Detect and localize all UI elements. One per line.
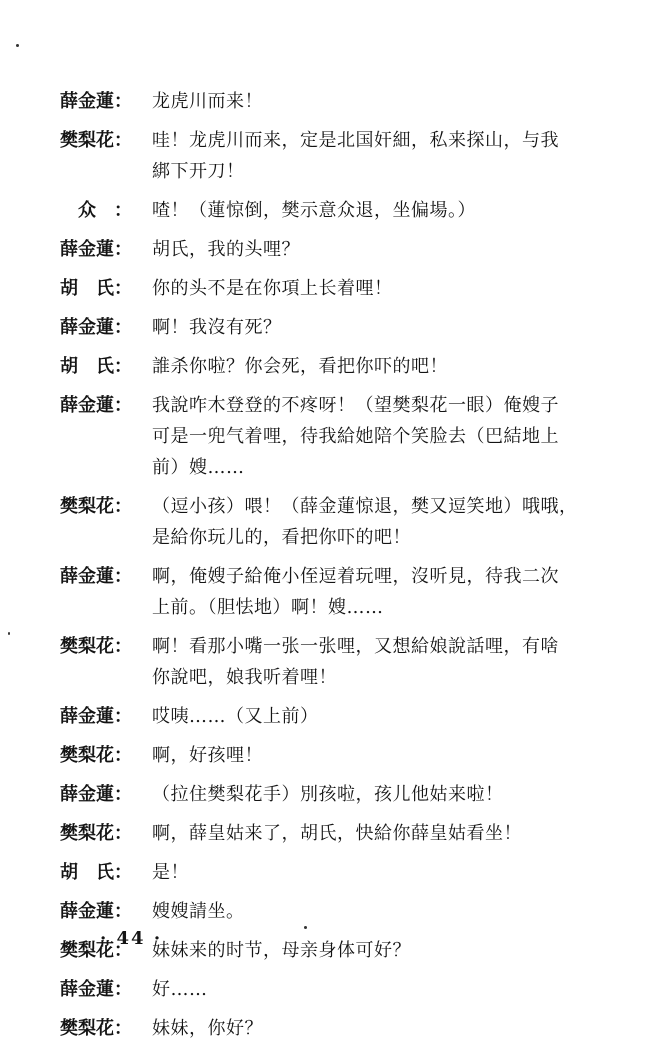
dialogue-entry xyxy=(60,491,640,553)
speaker-name: 薛金蓮： xyxy=(60,901,132,922)
page-number: · 44 · xyxy=(100,928,163,949)
dialogue-entry xyxy=(60,125,640,187)
dialogue-block xyxy=(60,86,640,1052)
speech-text: 啊，俺嫂子給俺小侄逗着玩哩，沒听見，待我二次 上前。（胆怯地）啊！嫂…… xyxy=(152,566,559,618)
speech-text: 你的头不是在你項上长着哩！ xyxy=(152,278,393,299)
dialogue-entry xyxy=(60,234,640,265)
speaker-name: 薛金蓮： xyxy=(60,979,132,1000)
speech-text: 龙虎川而来！ xyxy=(152,91,263,112)
dialogue-entry xyxy=(60,390,640,483)
speech-text: 妹妹，你好？ xyxy=(152,1018,263,1039)
speaker-name: 樊梨花： xyxy=(60,1018,132,1039)
speech-text: （拉住樊梨花手）別孩啦，孩儿他姑来啦！ xyxy=(152,784,504,805)
speaker-name: 薛金蓮： xyxy=(60,239,132,260)
speech-text: 妹妹来的时节，母亲身体可好？ xyxy=(152,940,411,961)
speaker-name: 樊梨花： xyxy=(60,130,132,151)
dialogue-entry xyxy=(60,86,640,117)
speaker-name: 胡 氏： xyxy=(60,278,132,299)
speech-text: 啊！看那小嘴一张一张哩，又想給娘說話哩，有啥 你說吧，娘我听着哩！ xyxy=(152,636,559,688)
speech-text: 啊！我沒有死？ xyxy=(152,317,282,338)
speech-text: 誰杀你啦？你会死，看把你吓的吧！ xyxy=(152,356,448,377)
dialogue-entry xyxy=(60,561,640,623)
dialogue-entry xyxy=(60,631,640,693)
speaker-name: 薛金蓮： xyxy=(60,784,132,805)
speech-text: 哎咦……（又上前） xyxy=(152,706,319,727)
speaker-name: 薛金蓮： xyxy=(60,706,132,727)
dialogue-entry xyxy=(60,195,640,226)
speaker-name: 薛金蓮： xyxy=(60,317,132,338)
speech-text: 喳！（蓮惊倒，樊示意众退，坐偏場。） xyxy=(152,200,476,221)
dialogue-entry xyxy=(60,818,640,849)
dialogue-entry xyxy=(60,351,640,382)
speech-text: 我說咋木登登的不疼呀！（望樊梨花一眼）俺嫂子 可是一兜气着哩，待我給她陪个笑脸去（巴結地上 前）嫂…… xyxy=(152,395,559,478)
dialogue-entry xyxy=(60,779,640,810)
speaker-name: 樊梨花： xyxy=(60,823,132,844)
dialogue-entry xyxy=(60,312,640,343)
print-speck xyxy=(16,44,19,47)
print-speck xyxy=(8,632,10,635)
speaker-name: 樊梨花： xyxy=(60,745,132,766)
dialogue-entry xyxy=(60,857,640,888)
dialogue-entry xyxy=(60,896,640,927)
speaker-name: 薛金蓮： xyxy=(60,91,132,112)
speaker-name: 樊梨花： xyxy=(60,636,132,657)
dialogue-entry xyxy=(60,974,640,1005)
speech-text: （逗小孩）喂！（薛金蓮惊退，樊又逗笑地）哦哦， 是給你玩儿的，看把你吓的吧！ xyxy=(152,496,578,548)
speech-text: 胡氏，我的头哩？ xyxy=(152,239,300,260)
speech-text: 哇！龙虎川而来，定是北国奸細，私来探山，与我 綁下开刀！ xyxy=(152,130,559,182)
speaker-name: 众 ： xyxy=(78,200,132,221)
speaker-name: 薛金蓮： xyxy=(60,395,132,416)
dialogue-entry xyxy=(60,701,640,732)
speech-text: 嫂嫂請坐。 xyxy=(152,901,245,922)
speaker-name: 樊梨花： xyxy=(60,496,132,517)
dialogue-entry xyxy=(60,740,640,771)
dialogue-entry xyxy=(60,1013,640,1044)
speaker-name: 胡 氏： xyxy=(60,356,132,377)
speaker-name: 薛金蓮： xyxy=(60,566,132,587)
speech-text: 是！ xyxy=(152,862,189,883)
speaker-name: 樊梨花： xyxy=(60,940,132,961)
dialogue-entry xyxy=(60,273,640,304)
speech-text: 啊，好孩哩！ xyxy=(152,745,263,766)
speech-text: 好…… xyxy=(152,979,208,1000)
speaker-name: 胡 氏： xyxy=(60,862,132,883)
speech-text: 啊，薛皇姑来了，胡氏，快給你薛皇姑看坐！ xyxy=(152,823,522,844)
